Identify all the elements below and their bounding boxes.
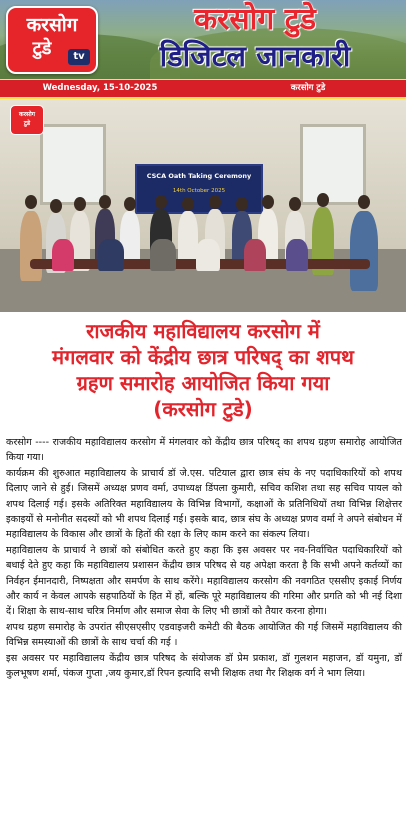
article-paragraph: कार्यक्रम की शुरुआत महाविद्यालय के प्राचार्य डॉ जे.एस. पटियाल द्वारा छात्र संघ के नए पदाधिकारियों को शपथ दिलाए जाने से हुई। जिसमें अध्यक्ष प्रणव वर्मा, उपाध्यक्ष डिंपला कुमारी, सचिव कशिश तथा सह सचिव पायल को शपथ दिलाई गई। इसके अतिरिक्त महाविद्यालय के विभिन्न विभागों, कक्षाओं के प्रतिनिधियों तथा विभिन्न शिक्षेत्तर इकाइयों से मनोनीत सदस्यों को भी शपथ दिलाई गई। इसके बाद, छात्र संघ के अध्यक्ष प्रणव वर्मा ने अपने संबोधन में महाविद्यालय के विकास और छात्रों के हितों की रक्षा के लिए काम करने का संकल्प लिया। [6,467,402,541]
publish-date: Wednesday, 15-10-2025 [42,83,158,93]
date-strip [0,79,406,99]
person [20,211,42,281]
headline-line: मंगलवार को केंद्रीय छात्र परिषद् का शपथ [52,345,354,369]
logo-text-line1: करसोग [26,14,78,36]
article-paragraph: महाविद्यालय के प्राचार्य ने छात्रों को संबोधित करते हुए कहा कि इस अवसर पर नव-निर्वाचित पदाधिकारियों को बधाई देते हुए कहा कि महाविद्यालय प्रशासन केंद्रीय छात्र परिषद से यह अपेक्षा करता है कि सभी अपने कर्तव्यों का निर्वहन ईमानदारी, निष्पक्षता और समर्पण के साथ करेंगे। महाविद्यालय करसोग की नवगठित एससीए इकाई निर्णय और कार्य न केवल आपके सहपाठियों के हित में हों, बल्कि पूरे महाविद्यालय की गरिमा और प्रगति को भी नई दिशा दें। शिक्षा के साथ-साथ चरित्र निर्माण और समाज सेवा के लिए भी छात्रों को तैयार करना होगा। [6,544,402,618]
person-head [99,195,111,209]
headline-line: (करसोग टुडे) [153,397,253,421]
watermark-logo [10,105,44,135]
tv-icon: tv [68,49,90,65]
header-banner [0,0,406,79]
watermark-text-1: करसोग [18,111,36,118]
article-paragraph: करसोग ---- राजकीय महाविद्यालय करसोग में मंगलवार को केंद्रीय छात्र परिषद् का शपथ ग्रहण समारोह आयोजित किया गया। [6,437,402,464]
karsog-today-logo[interactable] [6,6,98,74]
person [244,239,266,271]
person-head [182,197,194,211]
person [52,239,74,271]
person-head [236,197,248,211]
person-head [74,197,86,211]
person [150,239,176,271]
site-title: करसोग टुडे [194,2,316,37]
article-headline [6,318,400,422]
person-head [317,193,329,207]
person-head [209,195,221,209]
logo-text-line2: टुडे [32,38,52,59]
headline-line: राजकीय महाविद्यालय करसोग में [86,319,320,343]
person [286,239,308,271]
person-head [50,199,62,213]
person-head [25,195,37,209]
person-head [124,197,136,211]
screen-title: CSCA Oath Taking Ceremony [146,172,252,180]
article-paragraph: इस अवसर पर महाविद्यालय केंद्रीय छात्र परिषद के संयोजक डॉ प्रेम प्रकाश, डॉ गुलशन महाजन, डॉ यमुना, डॉ कुलभूषण शर्मा, पंकज गुप्ता ,जय कुमार,डॉ रिपन इत्यादि सभी शिक्षक तथा गैर शिक्षक वर्ग ने भाग लिया। [6,652,402,680]
person-head [289,197,301,211]
person [98,239,124,271]
person [196,239,220,271]
event-photo [0,99,406,312]
site-subtitle: डिजिटल जानकारी [159,39,351,73]
person-head [155,195,167,209]
person-head [262,195,274,209]
person-head [358,195,370,209]
photo-window [40,124,106,205]
article-paragraph: शपथ ग्रहण समारोह के उपरांत सीएसएसीए एडवाइजरी कमेटी की बैठक आयोजित की गई जिसमें महाविद्यालय की विभिन्न समस्याओं की छात्रों के साथ चर्चा की गई । [6,621,402,649]
source-label: करसोग टुडे [290,83,326,93]
article-body [6,435,402,682]
person [350,211,378,291]
watermark-text-2: टुडे [23,120,31,127]
screen-date: 14th October 2025 [172,188,226,194]
photo-window [300,124,366,205]
headline-line: ग्रहण समारोह आयोजित किया गया [76,371,330,395]
